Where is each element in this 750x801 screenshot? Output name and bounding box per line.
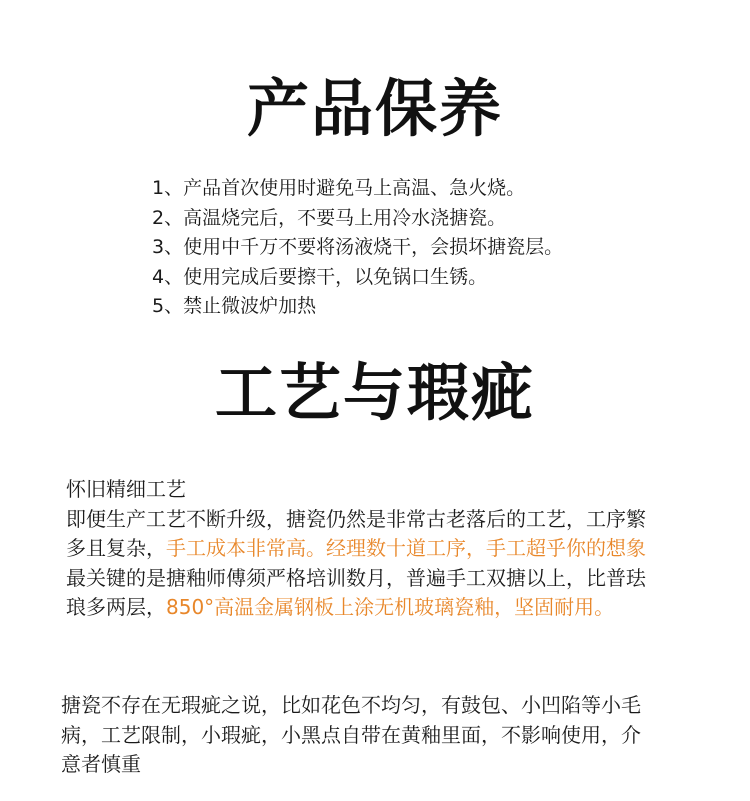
craft-line-5-highlight: 850°高温金属钢板上涂无机玻璃瓷釉，坚固耐用。 <box>166 595 615 619</box>
defect-line-1: 搪瓷不存在无瑕疵之说，比如花色不均匀，有鼓包、小凹陷等小毛 <box>61 693 641 717</box>
defect-line-2: 病，工艺限制，小瑕疵，小黑点自带在黄釉里面，不影响使用，介 <box>61 722 641 747</box>
craft-line-2: 即便生产工艺不断升级，搪瓷仍然是非常古老落后的工艺，工序繁 <box>66 506 646 531</box>
craft-paragraph <box>66 475 736 623</box>
craft-heading: 怀旧精细工艺 <box>66 477 186 501</box>
care-title: 产品保养 <box>246 72 503 145</box>
defect-paragraph <box>61 691 741 780</box>
craft-line-3-plain: 多且复杂， <box>66 536 166 560</box>
defect-line-3: 意者慎重 <box>61 752 141 776</box>
craft-line-5 <box>66 593 736 623</box>
craft-line-5-plain: 琅多两层， <box>66 595 166 619</box>
craft-title: 工艺与瑕疵 <box>214 356 535 429</box>
care-item-2: 2、高温烧完后，不要马上用冷水浇搪瓷。 <box>152 206 507 229</box>
craft-line-3 <box>66 534 736 564</box>
craft-line-4: 最关键的是搪釉师傅须严格培训数月，普遍手工双搪以上，比普珐 <box>66 565 646 590</box>
care-list <box>152 174 563 322</box>
care-item-4: 4、使用完成后要擦干，以免锅口生锈。 <box>152 265 488 288</box>
care-item-3: 3、使用中千万不要将汤液烧干，会损坏搪瓷层。 <box>152 236 564 258</box>
care-item-1: 1、产品首次使用时避免马上高温、急火烧。 <box>152 177 526 199</box>
care-item-5: 5、禁止微波炉加热 <box>152 295 317 317</box>
craft-line-3-highlight: 手工成本非常高。经理数十道工序，手工超乎你的想象 <box>166 536 646 560</box>
